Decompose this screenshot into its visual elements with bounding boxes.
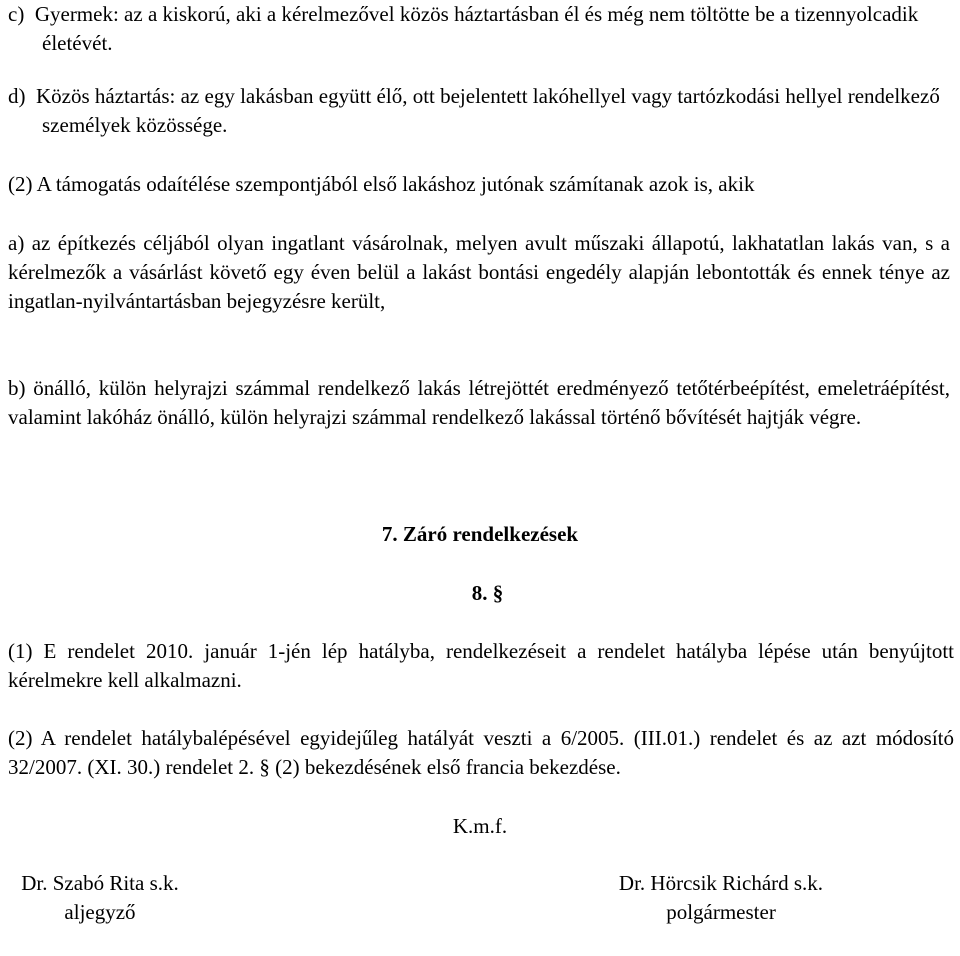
section2-item-b: b) önálló, külön helyrajzi számmal rendelkező lakás létrejöttét eredményező tetőtérbeépítést, emeletráépítést, valamint lakóház önálló, külön helyrajzi számmal rendelkező lakással történő bővítését hajtják végre. (8, 376, 950, 429)
final-provision-2: (2) A rendelet hatálybalépésével egyidejűleg hatályát veszti a 6/2005. (III.01.) rendelet és az azt módosító 32/2007. (XI. 30.) rendelet 2. § (2) bekezdésének első francia bekezdése. (8, 726, 954, 779)
section2-intro: (2) A támogatás odaítélése szempontjából első lakáshoz jutónak számítanak azok is, akik (8, 172, 755, 196)
definition-d (8, 82, 960, 140)
definition-c-text: Gyermek: az a kiskorú, aki a kérelmezővel közös háztartásban él és még nem töltötte be a tizennyolcadik életévét. (34, 2, 919, 55)
chapter-title: 7. Záró rendelkezések (381, 522, 579, 546)
definition-c-marker: c) (8, 2, 25, 26)
signature-left-title: aljegyző (64, 900, 136, 924)
definition-d-marker: d) (8, 84, 26, 108)
section2-item-a: a) az építkezés céljából olyan ingatlant vásárolnak, melyen avult műszaki állapotú, lakhatatlan lakás van, s a kérelmezők a vásárlást követő egy éven belül a lakást bontási engedély alapján lebontották és ennek ténye az ingatlan-nyilvántartásban bejegyzésre került, (8, 231, 950, 313)
definition-c (8, 0, 960, 58)
kmf-label: K.m.f. (452, 814, 508, 838)
paragraph-number: 8. § (471, 581, 504, 605)
signature-right (590, 869, 852, 927)
signature-left-name: Dr. Szabó Rita s.k. (21, 871, 179, 895)
definition-d-text: Közös háztartás: az egy lakásban együtt élő, ott bejelentett lakóhellyel vagy tartózkodási hellyel rendelkező személyek közössége. (36, 84, 940, 137)
final-provision-1: (1) E rendelet 2010. január 1-jén lép hatályba, rendelkezéseit a rendelet hatályba lépése után benyújtott kérelmekre kell alkalmazni. (8, 639, 954, 692)
signature-right-name: Dr. Hörcsik Richárd s.k. (618, 871, 824, 895)
signature-left (0, 869, 200, 927)
signature-right-title: polgármester (666, 900, 776, 924)
